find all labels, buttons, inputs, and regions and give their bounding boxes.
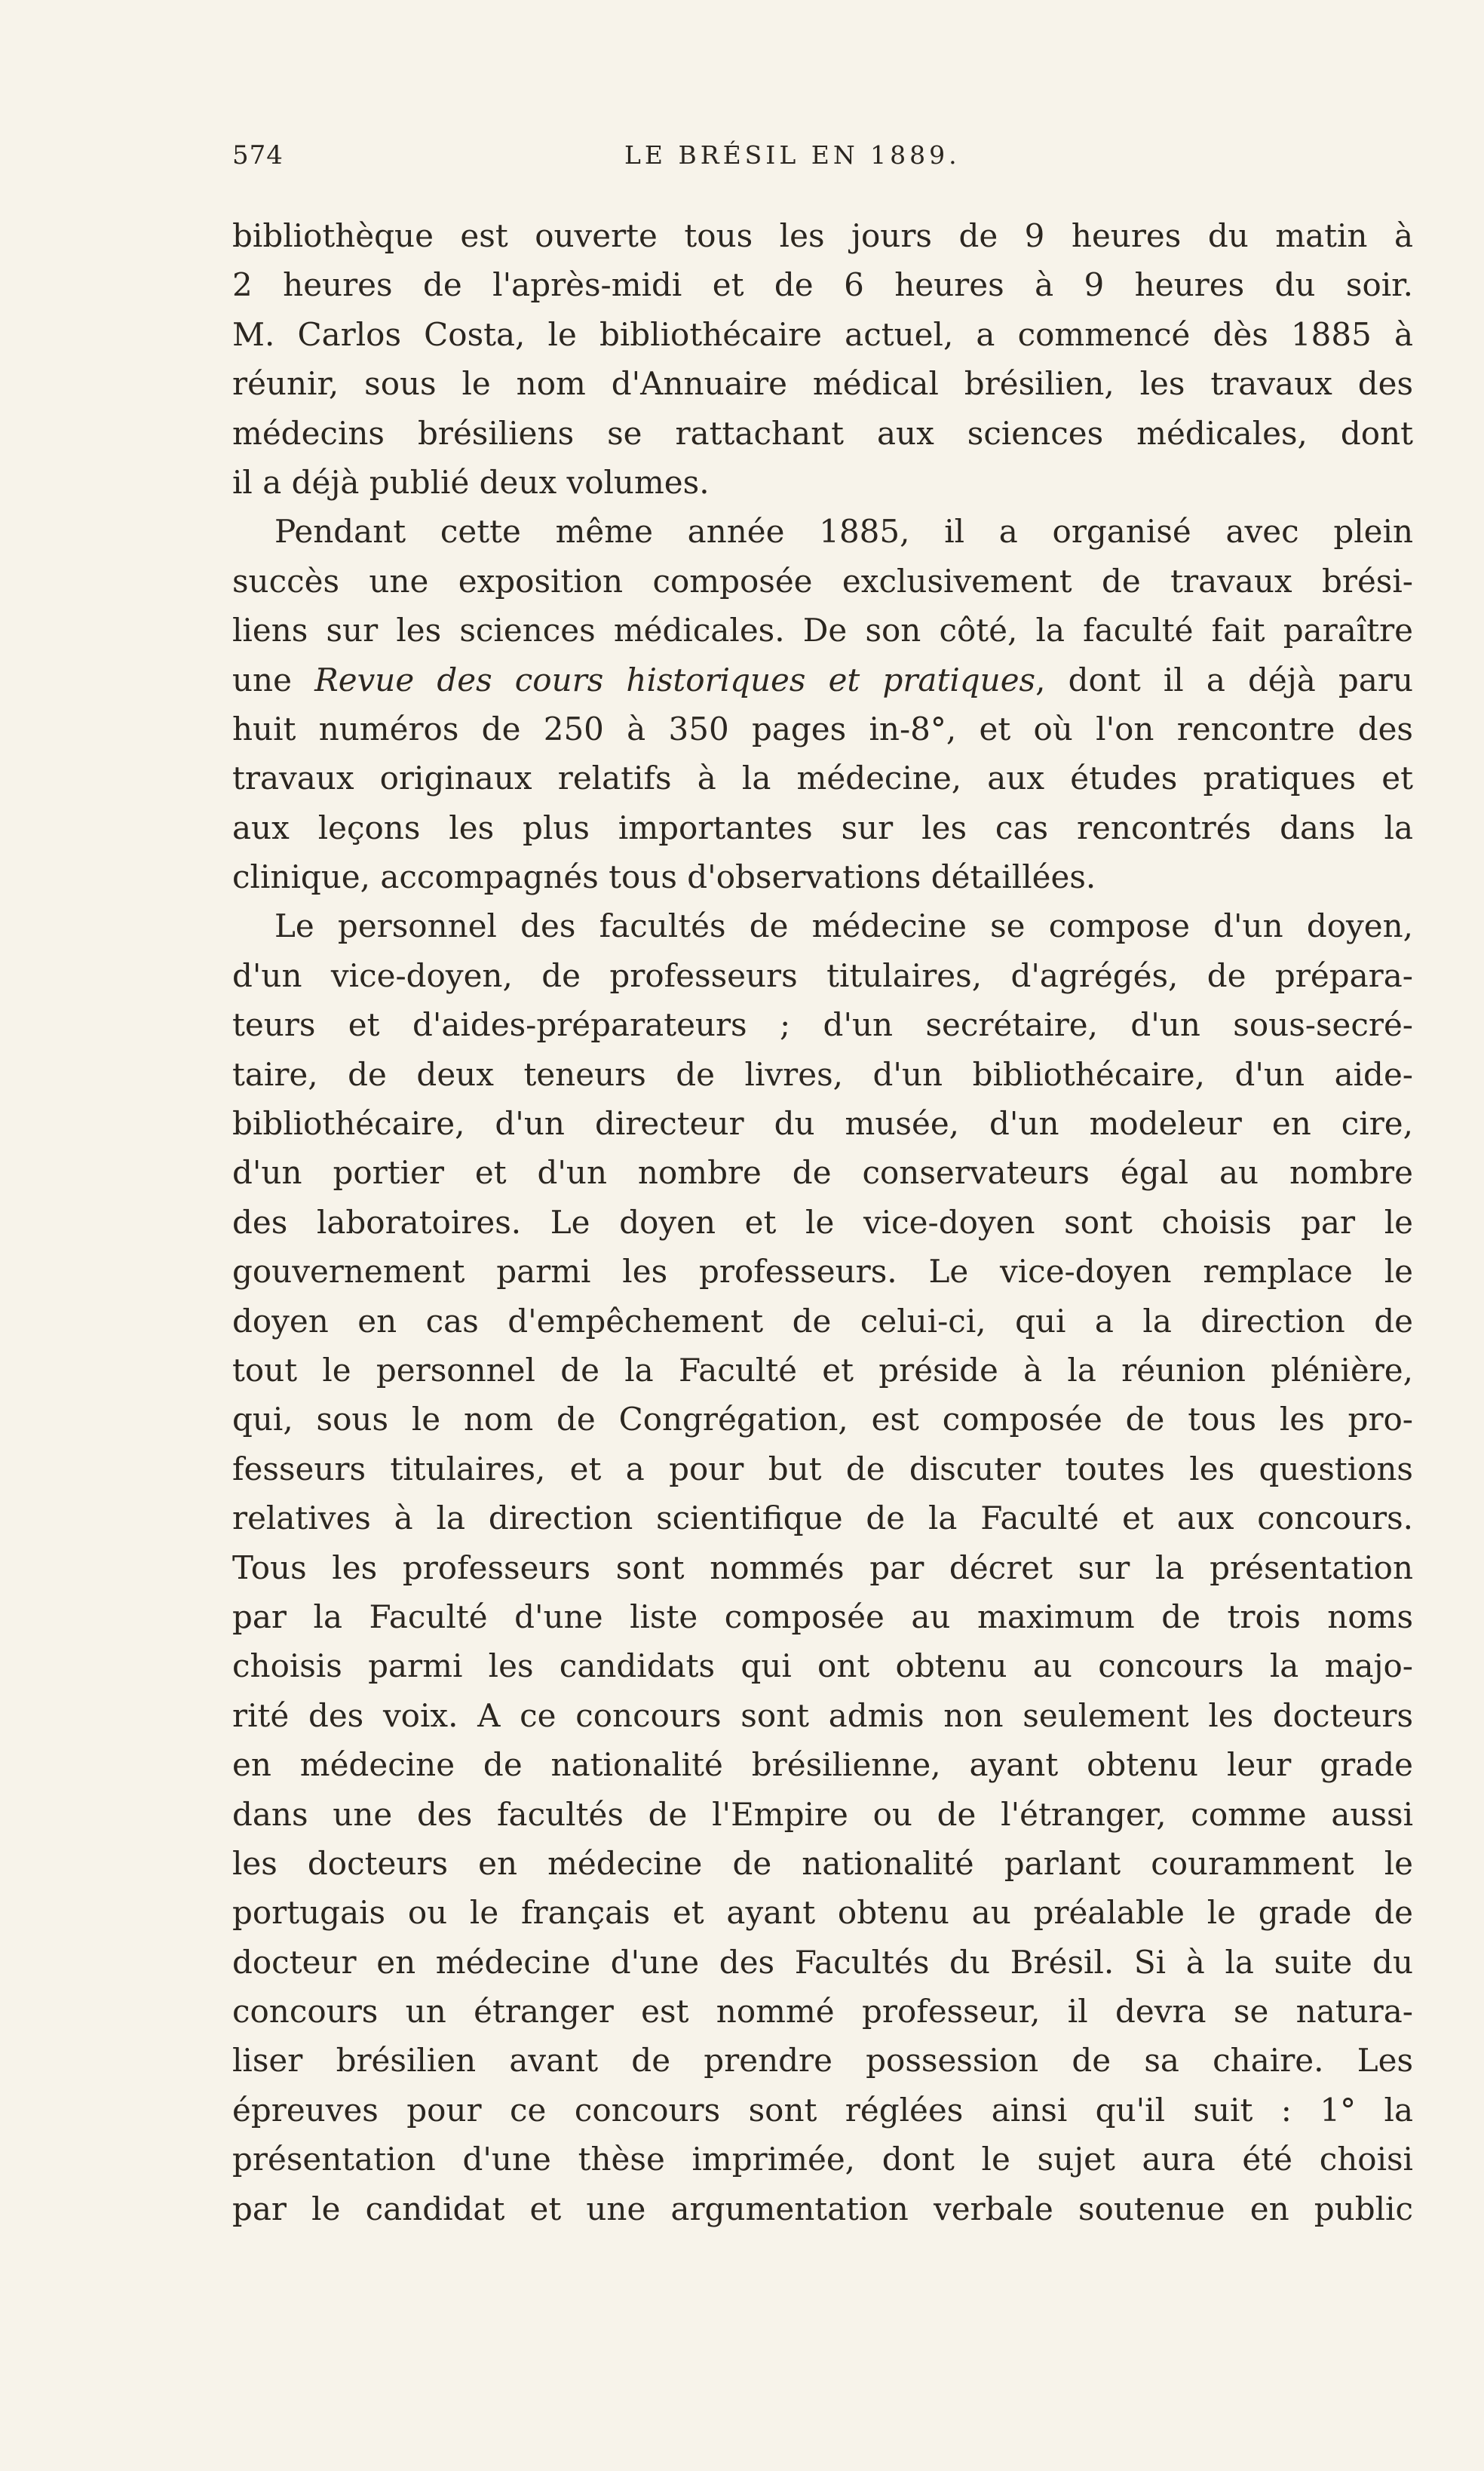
text-line: épreuves pour ce concours sont réglées ainsi qu'il suit : 1° la — [232, 2091, 1413, 2129]
text-line: bibliothécaire, d'un directeur du musée, d'un modeleur en cire, — [232, 1105, 1413, 1143]
text-line: docteur en médecine d'une des Facultés du Brésil. Si à la suite du — [232, 1943, 1413, 1981]
text-line: les docteurs en médecine de nationalité parlant couramment le — [232, 1844, 1413, 1882]
text-line: relatives à la direction scientifique de la Faculté et aux concours. — [232, 1499, 1413, 1537]
text-line: clinique, accompagnés tous d'observations détaillées. — [232, 858, 1096, 896]
text-line: d'un portier et d'un nombre de conservateurs égal au nombre — [232, 1154, 1413, 1192]
text-line: par le candidat et une argumentation verbale soutenue en public — [232, 2190, 1413, 2227]
body-text — [232, 211, 1413, 2233]
text-line: il a déjà publié deux volumes. — [232, 463, 710, 501]
text-line: succès une exposition composée exclusivement de travaux brési- — [232, 562, 1413, 600]
text-line: fesseurs titulaires, et a pour but de discuter toutes les questions — [232, 1450, 1413, 1487]
text-line: concours un étranger est nommé professeur, il devra se natura- — [232, 1993, 1413, 2031]
text-line: portugais ou le français et ayant obtenu au préalable le grade de — [232, 1894, 1413, 1932]
text-line: en médecine de nationalité brésilienne, ayant obtenu leur grade — [232, 1746, 1413, 1784]
page-header — [232, 140, 1413, 178]
text-line: choisis parmi les candidats qui ont obtenu au concours la majo- — [232, 1647, 1413, 1685]
text-line: gouvernement parmi les professeurs. Le vice-doyen remplace le — [232, 1253, 1413, 1291]
text-line: teurs et d'aides-préparateurs ; d'un secrétaire, d'un sous-secré- — [232, 1006, 1413, 1044]
text-line: des laboratoires. Le doyen et le vice-doyen sont choisis par le — [232, 1203, 1413, 1241]
text-line: 2 heures de l'après-midi et de 6 heures à 9 heures du soir. — [232, 266, 1413, 304]
text-line: bibliothèque est ouverte tous les jours de 9 heures du matin à — [232, 217, 1413, 254]
text-span: , dont il a déjà paru — [1035, 661, 1413, 698]
text-line: Tous les professeurs sont nommés par décret sur la présentation — [232, 1549, 1413, 1586]
text-line: Le personnel des facultés de médecine se compose d'un doyen, — [274, 907, 1413, 945]
text-line: tout le personnel de la Faculté et préside à la réunion plénière, — [232, 1351, 1413, 1389]
text-span: une — [232, 661, 315, 698]
text-line: travaux originaux relatifs à la médecine, aux études pratiques et — [232, 760, 1413, 797]
text-line: doyen en cas d'empêchement de celui-ci, qui a la direction de — [232, 1302, 1413, 1340]
running-title: LE BRÉSIL EN 1889. — [624, 140, 961, 170]
text-line: rité des voix. A ce concours sont admis non seulement les docteurs — [232, 1696, 1413, 1734]
text-line: huit numéros de 250 à 350 pages in-8°, et où l'on rencontre des — [232, 710, 1413, 747]
text-line: d'un vice-doyen, de professeurs titulaires, d'agrégés, de prépara- — [232, 956, 1413, 994]
text-line: taire, de deux teneurs de livres, d'un bibliothécaire, d'un aide- — [232, 1055, 1413, 1093]
text-line-with-title — [232, 655, 1413, 704]
text-line: présentation d'une thèse imprimée, dont le sujet aura été choisi — [232, 2141, 1413, 2178]
text-line: qui, sous le nom de Congrégation, est composée de tous les pro- — [232, 1401, 1413, 1438]
text-line: liens sur les sciences médicales. De son côté, la faculté fait paraître — [232, 612, 1413, 649]
text-line: liser brésilien avant de prendre possession de sa chaire. Les — [232, 2042, 1413, 2080]
journal-title: Revue des cours historiques et pratiques — [314, 661, 1036, 698]
text-line: aux leçons les plus importantes sur les cas rencontrés dans la — [232, 809, 1413, 846]
text-line: dans une des facultés de l'Empire ou de l'étranger, comme aussi — [232, 1795, 1413, 1833]
text-line: M. Carlos Costa, le bibliothécaire actuel, a commencé dès 1885 à — [232, 315, 1413, 353]
text-line: réunir, sous le nom d'Annuaire médical brésilien, les travaux des — [232, 365, 1413, 403]
text-line: Pendant cette même année 1885, il a organisé avec plein — [274, 513, 1413, 551]
text-line: médecins brésiliens se rattachant aux sciences médicales, dont — [232, 414, 1413, 452]
text-line: par la Faculté d'une liste composée au maximum de trois noms — [232, 1598, 1413, 1635]
page-number: 574 — [232, 140, 284, 170]
